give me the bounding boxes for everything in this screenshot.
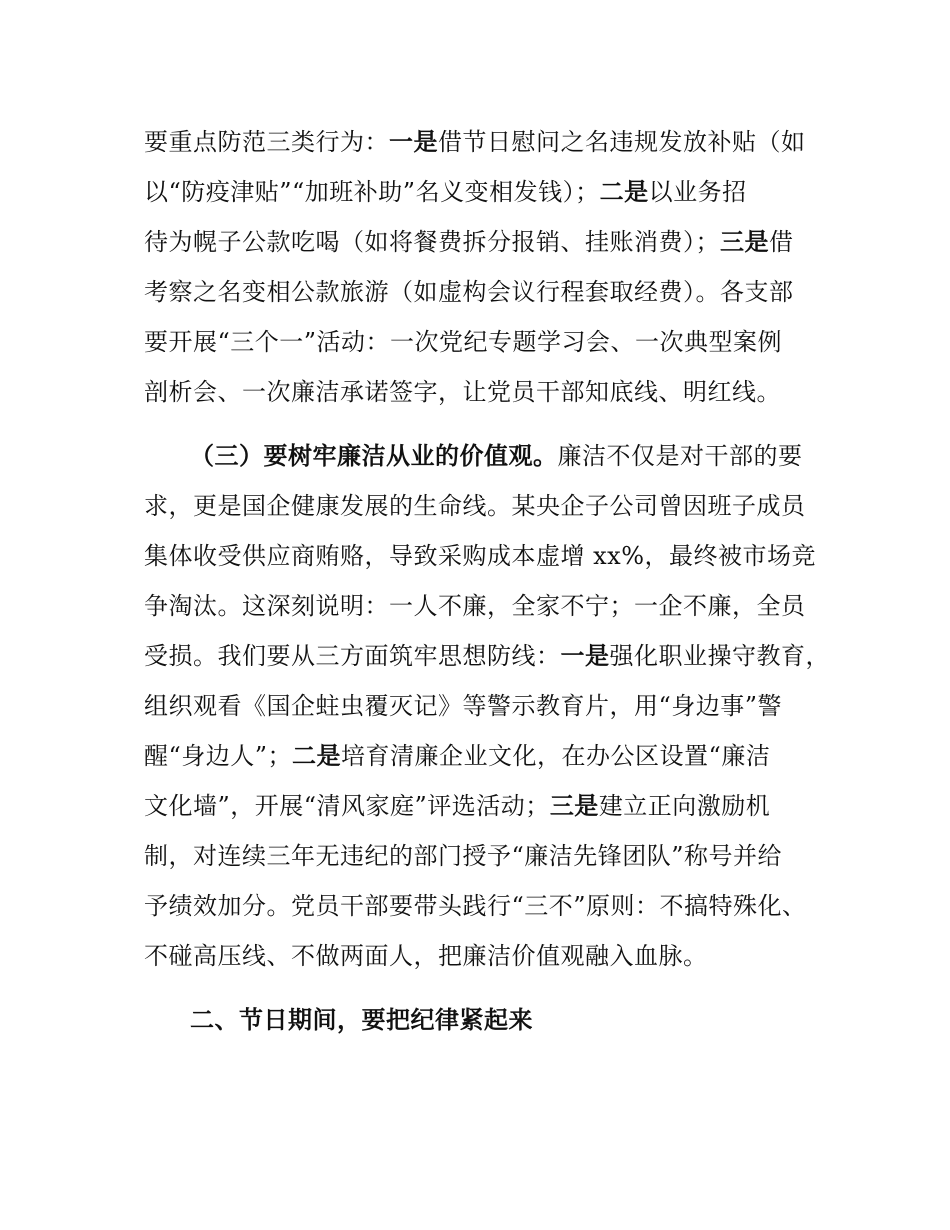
paragraph-line: [144, 786, 770, 826]
paragraph-line: 组织观看《国企蛀虫覆灭记》等警示教育片，用“身边事”警: [144, 692, 783, 720]
section-heading: 二、节日期间，要把纪律紧起来: [190, 1006, 533, 1034]
bold-text: 二是: [292, 742, 342, 770]
text: 文化墙”，开展“清风家庭”评选活动；: [144, 792, 550, 820]
bold-text: 三是: [720, 228, 769, 256]
paragraph-line: [190, 436, 803, 476]
subsection-heading: （三）要树牢廉洁从业的价值观。: [190, 442, 558, 470]
text: 建立正向激励机: [598, 792, 771, 820]
bold-text: 一是: [560, 642, 610, 670]
paragraph-line: 制，对连续三年无违纪的部门授予“廉洁先锋团队”称号并给: [144, 842, 783, 870]
text: 强化职业操守教育，: [609, 642, 830, 670]
text: 醒“身边人”；: [144, 742, 293, 770]
paragraph-line: [144, 172, 747, 212]
text: 借: [769, 228, 794, 256]
paragraph-line: 争淘汰。这深刻说明：一人不廉，全家不宁；一企不廉，全员: [144, 592, 806, 620]
bold-text: 二是: [599, 178, 649, 206]
text: 培育清廉企业文化，在办公区设置“廉洁: [341, 742, 771, 770]
paragraph-line: 集体收受供应商贿赂，导致采购成本虚增 xx%，最终被市场竞: [144, 542, 817, 570]
paragraph-line: [144, 222, 794, 262]
text: 待为幌子公款吃喝（如将餐费拆分报销、挂账消费）；: [144, 228, 720, 256]
paragraph-line: 剖析会、一次廉洁承诺签字，让党员干部知底线、明红线。: [144, 378, 781, 406]
bold-text: 三是: [549, 792, 599, 820]
paragraph-line: 予绩效加分。党员干部要带头践行“三不”原则：不搞特殊化、: [144, 892, 807, 920]
paragraph-line: 求，更是国企健康发展的生命线。某央企子公司曾因班子成员: [144, 492, 806, 520]
text: 借节日慰问之名违规发放补贴（如: [438, 128, 806, 156]
text: 要重点防范三类行为：: [144, 128, 389, 156]
text: 以业务招: [648, 178, 747, 206]
bold-text: 一是: [389, 128, 438, 156]
paragraph-line: 考察之名变相公款旅游（如虚构会议行程套取经费）。各支部: [144, 278, 794, 306]
text: 以“防疫津贴”“加班补助”名义变相发钱）；: [144, 178, 600, 206]
text: 廉洁不仅是对干部的要: [557, 442, 803, 470]
paragraph-line: [144, 636, 830, 676]
paragraph-line: [144, 736, 770, 776]
paragraph-line: [144, 122, 806, 162]
text: 受损。我们要从三方面筑牢思想防线：: [144, 642, 561, 670]
paragraph-line: 不碰高压线、不做两面人，把廉洁价值观融入血脉。: [144, 942, 708, 970]
paragraph-line: 要开展“三个一”活动：一次党纪专题学习会、一次典型案例: [144, 328, 783, 356]
